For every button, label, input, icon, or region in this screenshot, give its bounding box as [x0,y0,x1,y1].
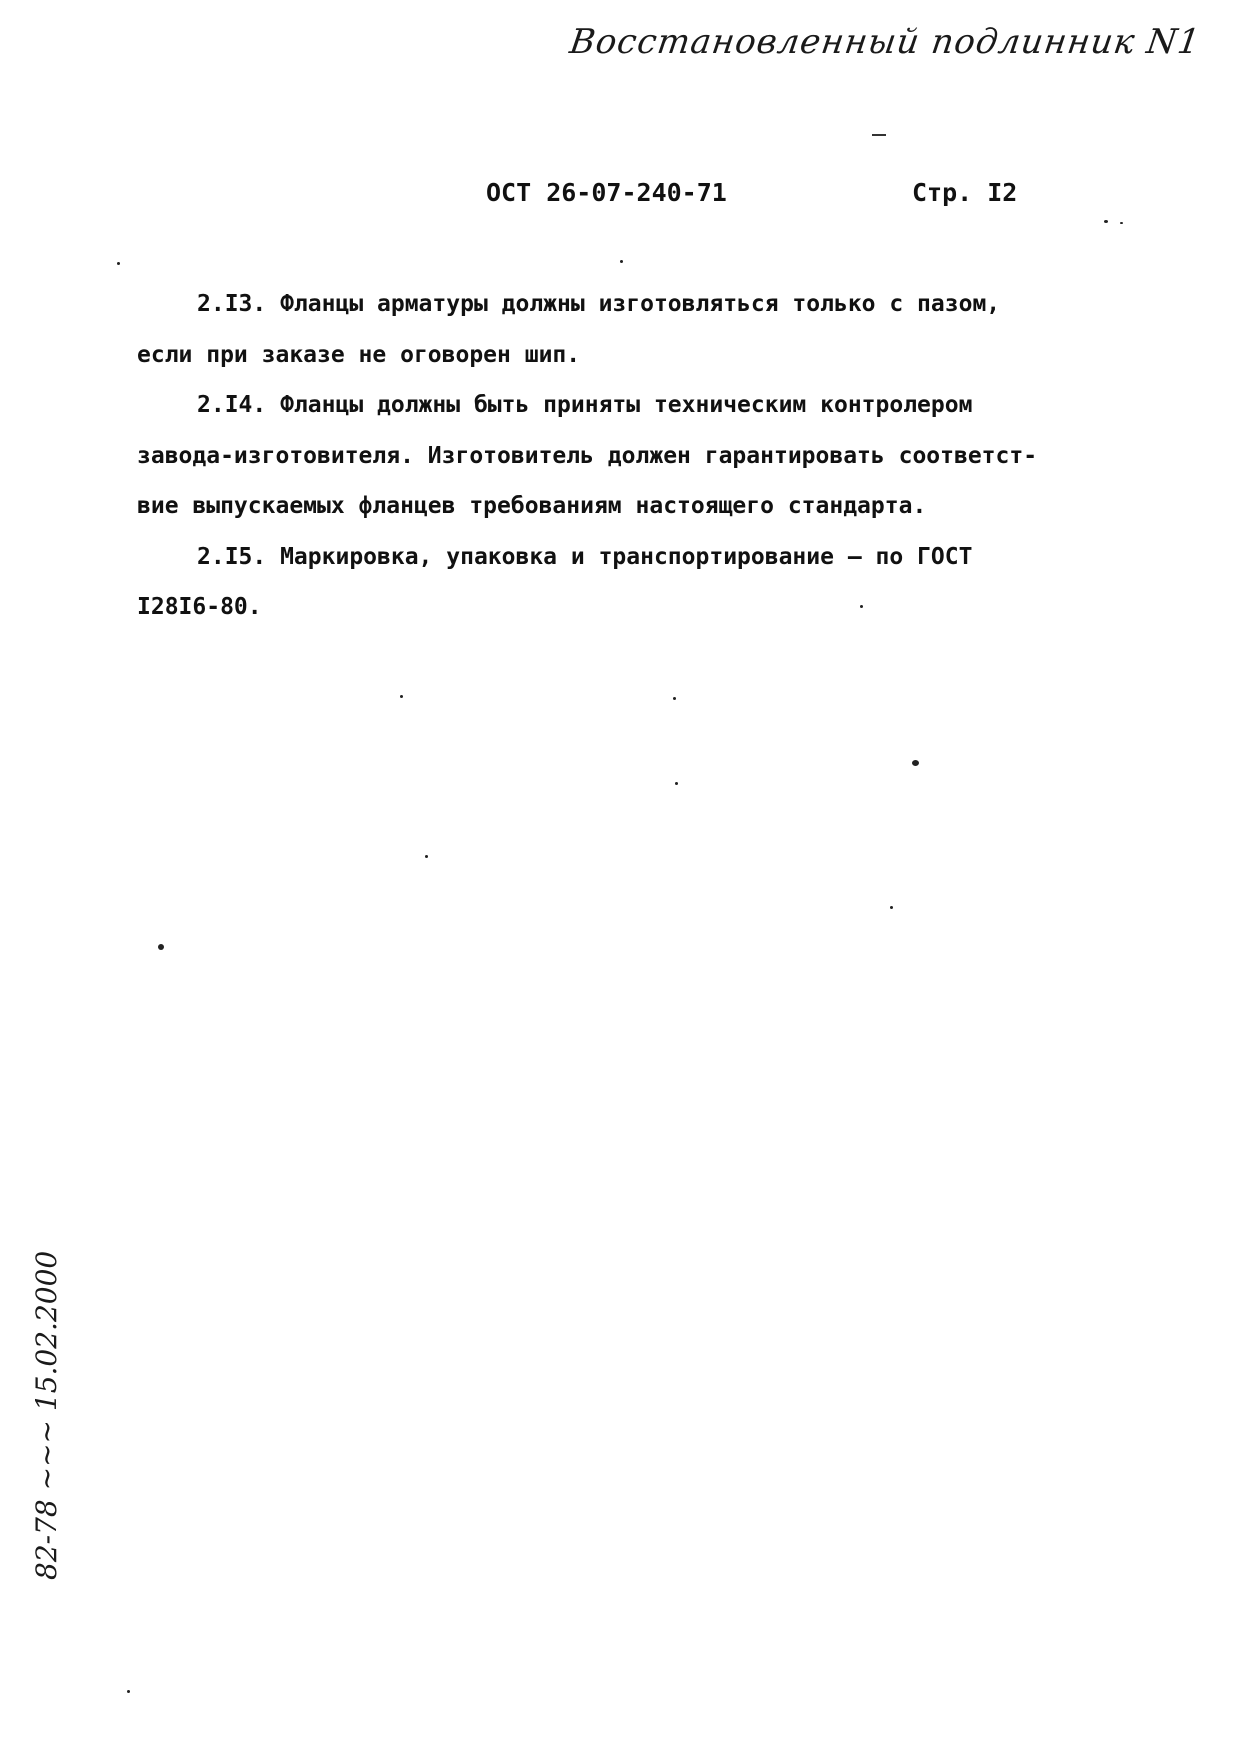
scan-speck [872,134,886,136]
scan-speck [912,760,919,766]
margin-note-text: 82-78 ~~~ 15.02.2000 [30,1250,63,1580]
paragraph-2-15 [137,532,1137,633]
page-header [0,178,1260,218]
scan-speck [425,855,428,858]
page-number: Стр. I2 [912,178,1018,207]
paragraph-2-14 [137,380,1137,532]
restored-original-stamp: Восстановленный подлинник N1 [566,22,1203,62]
paragraph-line: I28I6-80. [137,594,262,620]
paragraph-line: 2.I4. Фланцы должны быть приняты техническим контролером [197,392,973,418]
scan-speck [890,906,893,909]
scan-speck [1104,220,1108,223]
scan-speck [158,944,164,950]
scan-speck [620,260,623,263]
paragraph-2-13 [137,279,1137,380]
handwritten-margin-note [0,1220,63,1600]
document-body [137,279,1137,633]
scan-speck [117,262,120,265]
scan-speck [400,695,403,698]
scan-speck [673,697,676,700]
scan-speck [1120,222,1123,224]
document-code: ОСТ 26-07-240-71 [486,178,727,207]
paragraph-line: если при заказе не оговорен шип. [137,341,581,368]
paragraph-line: вие выпускаемых фланцев требованиям настоящего стандарта. [137,493,927,519]
paragraph-line: 2.I3. Фланцы арматуры должны изготовляться только с пазом, [197,291,1001,317]
scan-speck [675,782,678,785]
scan-speck [860,605,863,608]
paragraph-line: завода-изготовителя. Изготовитель должен гарантировать соответст- [137,442,1038,469]
scan-speck [127,1690,130,1693]
paragraph-line: 2.I5. Маркировка, упаковка и транспортирование – по ГОСТ [197,543,973,570]
